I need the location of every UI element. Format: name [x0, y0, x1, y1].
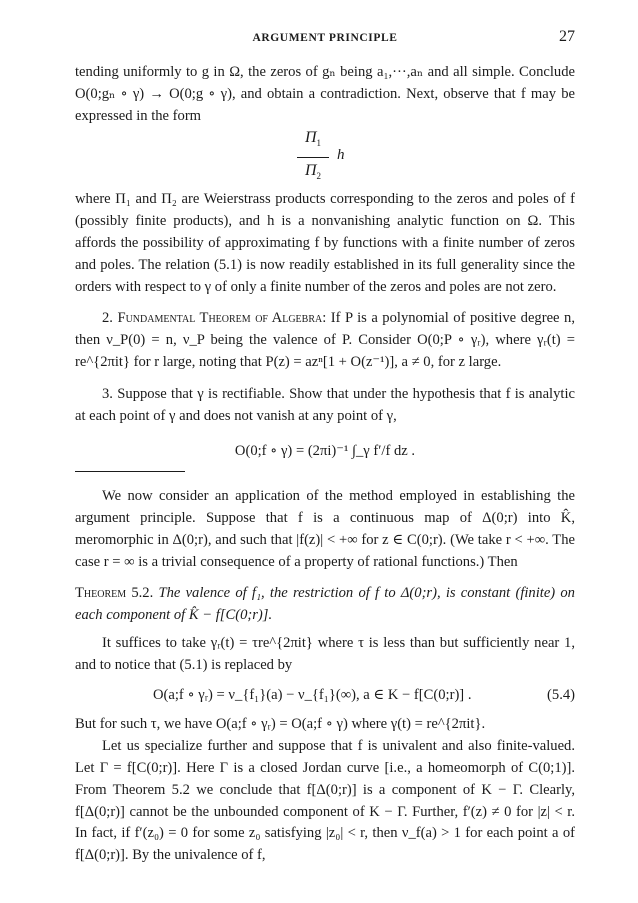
- exercise-3-text: Suppose that γ is rectifiable. Show that under the hypothesis that f is analytic at each point of γ and does not vanish at any point of γ,: [75, 385, 575, 424]
- equation-5-4-body: O(a;f ∘ γᵣ) = ν_{f₁}(a) − ν_{f₁}(∞), a ∈ K − f[C(0;r)] .: [153, 686, 472, 703]
- exercise-3: [75, 384, 575, 428]
- paragraph-continuation: tending uniformly to g in Ω, the zeros of gₙ being a₁,···,aₙ and all simple. Conclude O(0;gₙ ∘ γ) → O(0;g ∘ γ), and obtain a contradiction. Next, observe that f may be expressed in the form: [75, 64, 575, 124]
- paragraph-univalent: Let us specialize further and suppose that f is univalent and also finite-valued. Let Γ = f[C(0;r)]. Here Γ is a closed Jordan curve [i.e., a homeomorph of C(0;1)]. From Theorem 5.2 we conclude that f[Δ(0;r)] is a component of K − Γ. Clearly, f[Δ(0;r)] cannot be the unbounded component of K − Γ. Further, f′(z) ≠ 0 for |z| < r. In fact, if f′(z₀) = 0 for some z₀ satisfying |z₀| < r, then ν_f(a) > 1 for each point a of f[Δ(0;r)]. By the univalence of f,: [75, 738, 575, 864]
- theorem-text: The valence of f₁, the restriction of f to Δ(0;r), is constant (finite) on each component of K̂ − f[C(0;r)].: [75, 585, 575, 624]
- fraction-bar: [297, 157, 329, 158]
- exercise-2-label: 2. Fundamental Theorem of Algebra:: [102, 310, 327, 327]
- fraction-numerator: $\Pi_1$: [304, 129, 322, 149]
- paragraph-weierstrass: where Π₁ and Π₂ are Weierstrass products corresponding to the zeros and poles of f (possibly finite products), and h is a nonvanishing analytic function on Ω. This affords the possibility of approximating f by functions with a finite number of zeros and poles. The relation (5.1) is now readily established in its full generality since the orders with respect to γ of only a finite number of the zeros and poles are not zero.: [75, 191, 575, 295]
- page-header: [75, 28, 575, 50]
- exercise-2-text: If P is a polynomial of positive degree n, then ν_P(0) = n, ν_P being the valence of P. Consider O(0;P ∘ γᵣ), where γᵣ(t) = re^{2πit} for r large, noting that P(z) = azⁿ[1 + O(z⁻¹)], a ≠ 0, for z large.: [75, 310, 575, 370]
- theorem-5-2: [75, 583, 575, 627]
- equation-5-4: [75, 685, 575, 707]
- paragraph-proof: It suffices to take γᵣ(t) = τre^{2πit} where τ is less than but sufficiently near 1, and to notice that (5.1) is replaced by: [75, 634, 575, 673]
- fraction: [293, 127, 333, 186]
- section-rule: [75, 471, 185, 472]
- integral-formula: O(0;f ∘ γ) = (2πi)⁻¹ ∫_γ f′/f dz .: [234, 443, 416, 460]
- paragraph-tau: But for such τ, we have O(a;f ∘ γᵣ) = O(a;f ∘ γ) where γ(t) = re^{2πit}.: [75, 716, 486, 733]
- running-head: ARGUMENT PRINCIPLE: [252, 32, 398, 44]
- exercise-3-label: 3.: [102, 385, 113, 402]
- fraction-denominator: $\Pi_2$: [304, 161, 322, 181]
- fraction-factor: h: [337, 147, 345, 164]
- equation-5-4-number: (5.4): [547, 686, 575, 703]
- page-number: 27: [559, 28, 575, 45]
- theorem-label: Theorem 5.2.: [75, 585, 154, 602]
- quotient-formula: [75, 127, 575, 189]
- paragraph-application: We now consider an application of the method employed in establishing the argument principle. Suppose that f is a continuous map of Δ(0;r) into K̂, meromorphic in Δ(0;r), and such that |f(z)| < +∞ for z ∈ C(0;r). (We take r < +∞. The case r = ∞ is a trivial consequence of a property of rational functions.) Then: [75, 488, 575, 570]
- exercise-2: [75, 308, 575, 373]
- body-text: [75, 62, 575, 867]
